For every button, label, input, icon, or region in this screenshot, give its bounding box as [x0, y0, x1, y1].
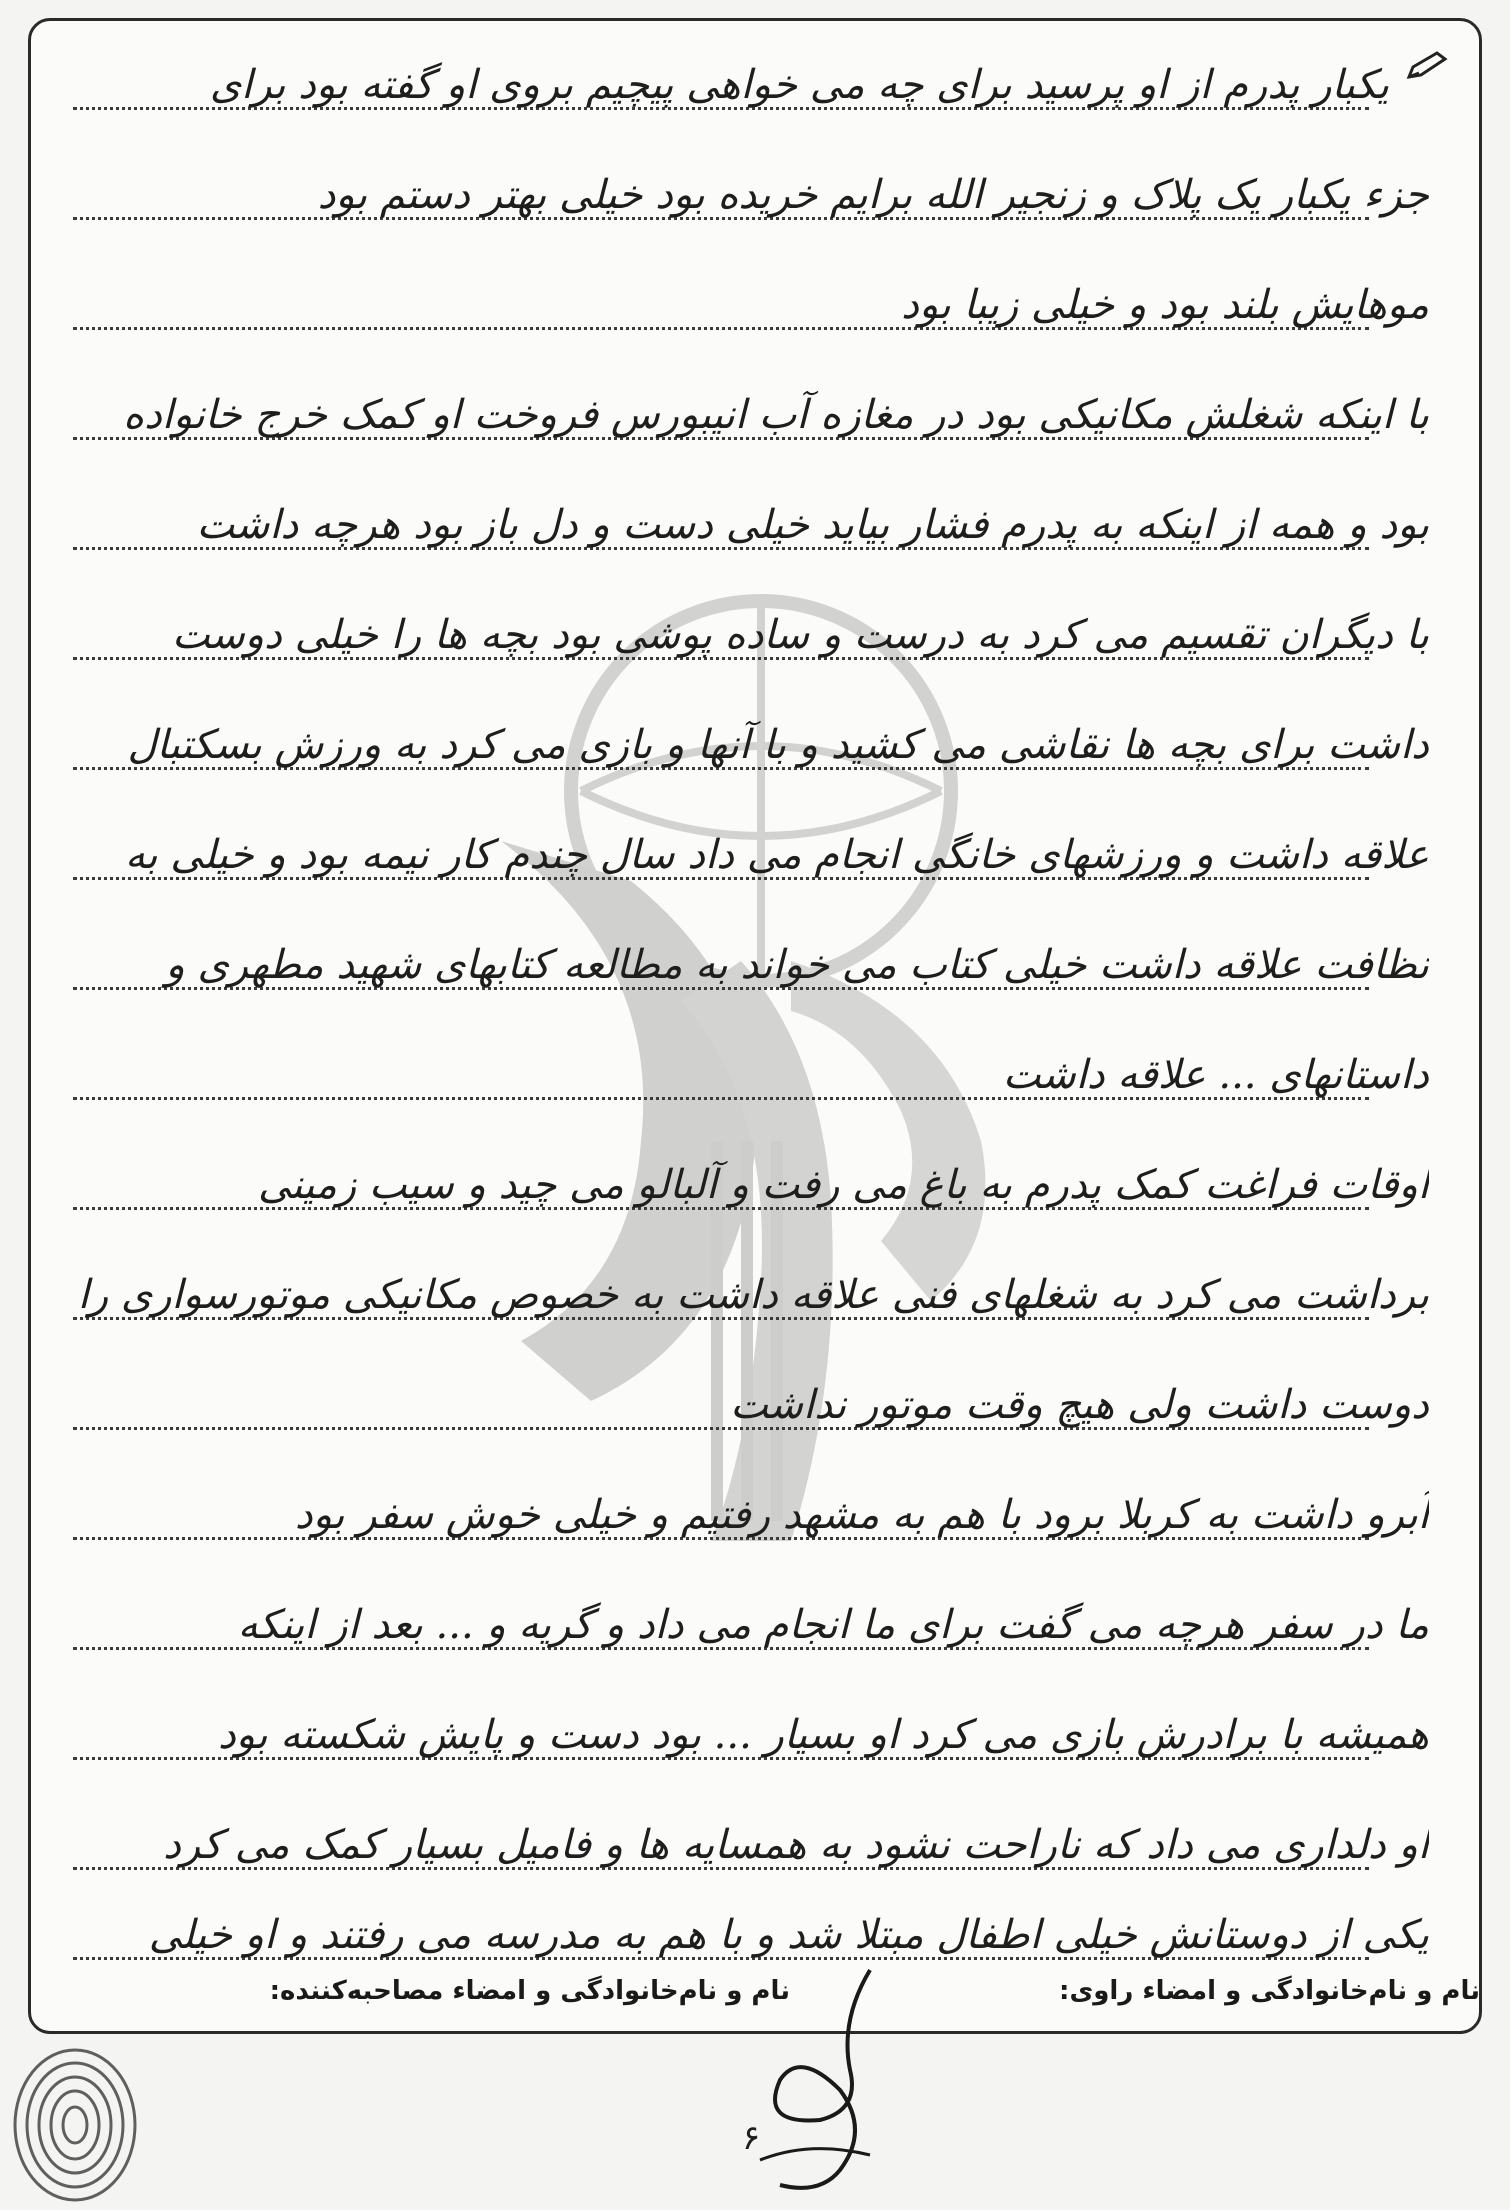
handwritten-line: علاقه داشت و ورزشهای خانگی انجام می داد سال چندم کار نیمه بود و خیلی به: [125, 832, 1429, 878]
form-page: [28, 18, 1482, 2034]
handwritten-signature: [720, 1960, 900, 2200]
fingerprint-stamp: [0, 2030, 150, 2210]
handwritten-line: بود و همه از اینکه به پدرم فشار بیاید خیلی دست و دل باز بود هرچه داشت: [196, 502, 1429, 548]
handwritten-line: نظافت علاقه داشت خیلی کتاب می خواند به مطالعه کتابهای شهید مطهری و: [165, 942, 1429, 988]
handwritten-line: داستانهای ... علاقه داشت: [1002, 1052, 1429, 1098]
handwritten-line: با اینکه شغلش مکانیکی بود در مغازه آب انیبورس فروخت او کمک خرج خانواده: [123, 392, 1429, 438]
handwritten-line: جزء یکبار یک پلاک و زنجیر الله برایم خریده بود خیلی بهتر دستم بود: [317, 172, 1429, 218]
handwritten-line: با دیگران تقسیم می کرد به درست و ساده پوشی بود بچه ها را خیلی دوست: [171, 612, 1429, 658]
page-number: ۶: [742, 2118, 761, 2158]
handwritten-line: او دلداری می داد که ناراحت نشود به همسایه ها و فامیل بسیار کمک می کرد: [163, 1822, 1429, 1868]
interviewer-signature-label: نام و نام‌خانوادگی و امضاء مصاحبه‌کننده:: [269, 1976, 790, 2006]
handwritten-line: یکبار پدرم از او پرسید برای چه می خواهی پیچیم بروی او گفته بود برای: [209, 62, 1389, 108]
handwritten-line: یکی از دوستانش خیلی اطفال مبتلا شد و با هم به مدرسه می رفتند و او خیلی: [148, 1912, 1429, 1958]
handwritten-line: برداشت می کرد به شغلهای فنی علاقه داشت به خصوص مکانیکی موتورسواری را: [77, 1272, 1429, 1318]
handwritten-line: موهایش بلند بود و خیلی زیبا بود: [901, 282, 1429, 328]
handwritten-line: داشت برای بچه ها نقاشی می کشید و با آنها و بازی می کرد به ورزش بسکتبال: [127, 722, 1429, 768]
handwritten-line: اوقات فراغت کمک پدرم به باغ می رفت و آلبالو می چید و سیب زمینی: [257, 1162, 1429, 1208]
handwritten-line: ما در سفر هرچه می گفت برای ما انجام می داد و گریه و ... بعد از اینکه: [237, 1602, 1429, 1648]
handwritten-line: آبرو داشت به کربلا برود با هم به مشهد رفتیم و خیلی خوش سفر بود: [294, 1492, 1429, 1538]
narrator-signature-label: نام و نام‌خانوادگی و امضاء راوی:: [1059, 1976, 1480, 2006]
handwritten-line: همیشه با برادرش بازی می کرد او بسیار ... بود دست و پایش شکسته بود: [217, 1712, 1429, 1758]
handwritten-line: دوست داشت ولی هیچ وقت موتور نداشت: [730, 1382, 1429, 1428]
